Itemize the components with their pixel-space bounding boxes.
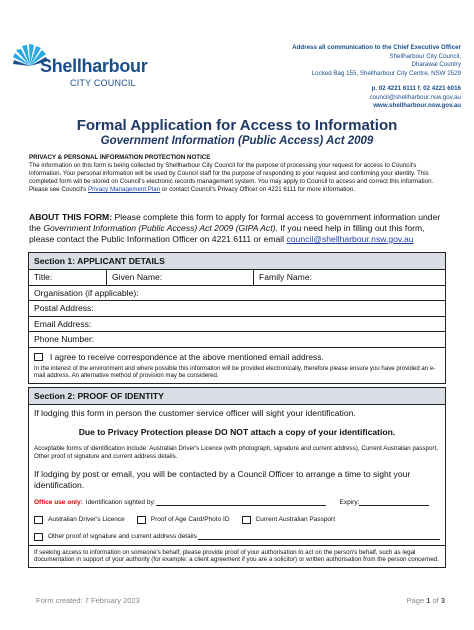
privacy-warning: Due to Privacy Protection please DO NOT attach a copy of your identification. bbox=[78, 427, 396, 437]
proof-of-age-checkbox[interactable] bbox=[137, 516, 146, 524]
id-type-options bbox=[34, 516, 440, 524]
phone-number-label: Phone Number: bbox=[34, 334, 95, 345]
family-name-label: Family Name: bbox=[259, 272, 313, 283]
other-proof-checkbox[interactable] bbox=[34, 533, 43, 541]
page-total: 3 bbox=[440, 596, 445, 605]
other-proof-field[interactable] bbox=[198, 533, 440, 540]
sighted-by-label: Identification sighted by: bbox=[85, 498, 156, 506]
privacy-text-end: or contact Council's Privacy Officer on 4221 6111 for more information. bbox=[160, 186, 356, 193]
passport-label: Current Australian Passport bbox=[255, 516, 336, 524]
postal-address-label: Postal Address: bbox=[34, 303, 94, 314]
post-lodging-note: If lodging by post or email, you will be contacted by a Council Officer to arrange a time to sight your identification. bbox=[34, 469, 411, 490]
about-act: Government Information (Public Access) Act 2009 (GIPA Act). bbox=[43, 223, 278, 233]
postal-address-field[interactable] bbox=[29, 300, 445, 316]
consent-checkbox[interactable] bbox=[34, 353, 43, 361]
contact-line-2: Dharawal Country bbox=[411, 61, 461, 68]
email-address-label: Email Address: bbox=[34, 318, 92, 329]
organisation-label: Organisation (if applicable): bbox=[34, 287, 139, 298]
acceptable-ids: Acceptable forms of identification include: Australian Driver's Licence (with photograph, signature and current address), Current Australian passport, Other proof of signature and current address details. bbox=[34, 445, 438, 460]
other-id-option bbox=[34, 533, 440, 541]
email-consent bbox=[29, 347, 445, 383]
logo-name: Shellharbour bbox=[40, 56, 148, 76]
about-text-2: If you need help in filling out this form, please contact the Public Information Officer on 4221 6111 or email bbox=[29, 223, 425, 244]
other-proof-label: Other proof of signature and current address details bbox=[48, 533, 197, 541]
contact-block bbox=[231, 44, 461, 111]
expiry-field[interactable] bbox=[359, 499, 429, 506]
contact-phone: p. 02 4221 6111 f. 02 4221 6016 bbox=[371, 85, 461, 92]
section1-heading: Section 1: APPLICANT DETAILS bbox=[29, 253, 445, 269]
privacy-plan-link[interactable]: Privacy Management Plan bbox=[87, 186, 161, 193]
form-subtitle: Government Information (Public Access) Act 2009 bbox=[100, 135, 374, 147]
consent-note: In the interest of the environment and where possible this information will be provided electronically, therefore please ensure you have provided an e-mail address. An alternative method of provision may be considered. bbox=[34, 364, 436, 379]
section2-heading: Section 2: PROOF OF IDENTITY bbox=[29, 388, 445, 404]
form-title: Formal Application for Access to Information bbox=[76, 117, 398, 134]
identity-body bbox=[29, 404, 445, 545]
expiry-label: Expiry: bbox=[339, 498, 360, 506]
title-field[interactable] bbox=[29, 270, 106, 285]
page-word: Page bbox=[406, 596, 427, 605]
form-created-date: Form created: 7 February 2023 bbox=[36, 596, 140, 605]
organisation-field[interactable] bbox=[29, 285, 445, 301]
given-name-label: Given Name: bbox=[112, 272, 163, 283]
section-proof-of-identity bbox=[28, 387, 446, 568]
contact-email[interactable]: council@shellharbour.nsw.gov.au bbox=[369, 93, 461, 101]
office-use-line bbox=[34, 499, 440, 506]
title-label: Title: bbox=[34, 272, 53, 283]
name-row bbox=[29, 269, 445, 285]
page-of: of bbox=[430, 596, 441, 605]
privacy-text: The information on this form is being collected by Shellharbour City Council for the purpose of processing your request for access to Council's information. Your personal information will be used by Council staff for the purpose of responding to your request and confirming your identity. This completed form will be stored on Council's electronic records management system. You may apply to Council to access and correct this information. Please see Council's bbox=[29, 162, 434, 193]
about-text-1: Please complete this form to apply for formal access to government information under the bbox=[29, 212, 441, 233]
consent-label: I agree to receive correspondence at the above mentioned email address. bbox=[50, 351, 324, 362]
section-applicant-details bbox=[28, 252, 446, 384]
contact-heading: Address all communication to the Chief Executive Officer bbox=[292, 44, 461, 51]
email-address-field[interactable] bbox=[29, 316, 445, 332]
contact-line-1: Shellharbour City Council, bbox=[389, 52, 461, 60]
passport-checkbox[interactable] bbox=[242, 516, 251, 524]
council-logo bbox=[12, 44, 152, 94]
phone-number-field[interactable] bbox=[29, 331, 445, 347]
authorisation-note: If seeking access to information on someone's behalf, please provide proof of your authorisation to act on the person's behalf, such as legal documentation in support of your authority (for example: a client agreement if you are a solicitor) or written authorisation from the person concerned. bbox=[29, 545, 445, 567]
contact-web[interactable]: www.shellharbour.nsw.gov.au bbox=[373, 102, 461, 109]
drivers-licence-label: Australian Driver's Licence bbox=[48, 516, 125, 524]
about-form bbox=[29, 212, 447, 245]
contact-line-3: Locked Bag 155, Shellharbour City Centre, NSW 2529 bbox=[311, 69, 461, 77]
about-heading: ABOUT THIS FORM: bbox=[29, 212, 113, 222]
about-email-link[interactable]: council@shellharbour.nsw.gov.au bbox=[286, 234, 414, 244]
drivers-licence-checkbox[interactable] bbox=[34, 516, 43, 524]
privacy-notice bbox=[29, 154, 447, 194]
sighted-by-field[interactable] bbox=[156, 499, 326, 506]
family-name-field[interactable] bbox=[253, 270, 445, 285]
privacy-heading: PRIVACY & PERSONAL INFORMATION PROTECTION NOTICE bbox=[29, 154, 211, 161]
office-use-label: Office use only: bbox=[34, 498, 83, 506]
page-current: 1 bbox=[426, 596, 431, 605]
page-number bbox=[407, 596, 445, 605]
proof-of-age-label: Proof of Age Card/Photo ID bbox=[150, 516, 230, 524]
logo-subtitle: CITY COUNCIL bbox=[70, 78, 136, 88]
identity-intro: If lodging this form in person the customer service officer will sight your identification. bbox=[34, 408, 356, 418]
given-name-field[interactable] bbox=[106, 270, 253, 285]
